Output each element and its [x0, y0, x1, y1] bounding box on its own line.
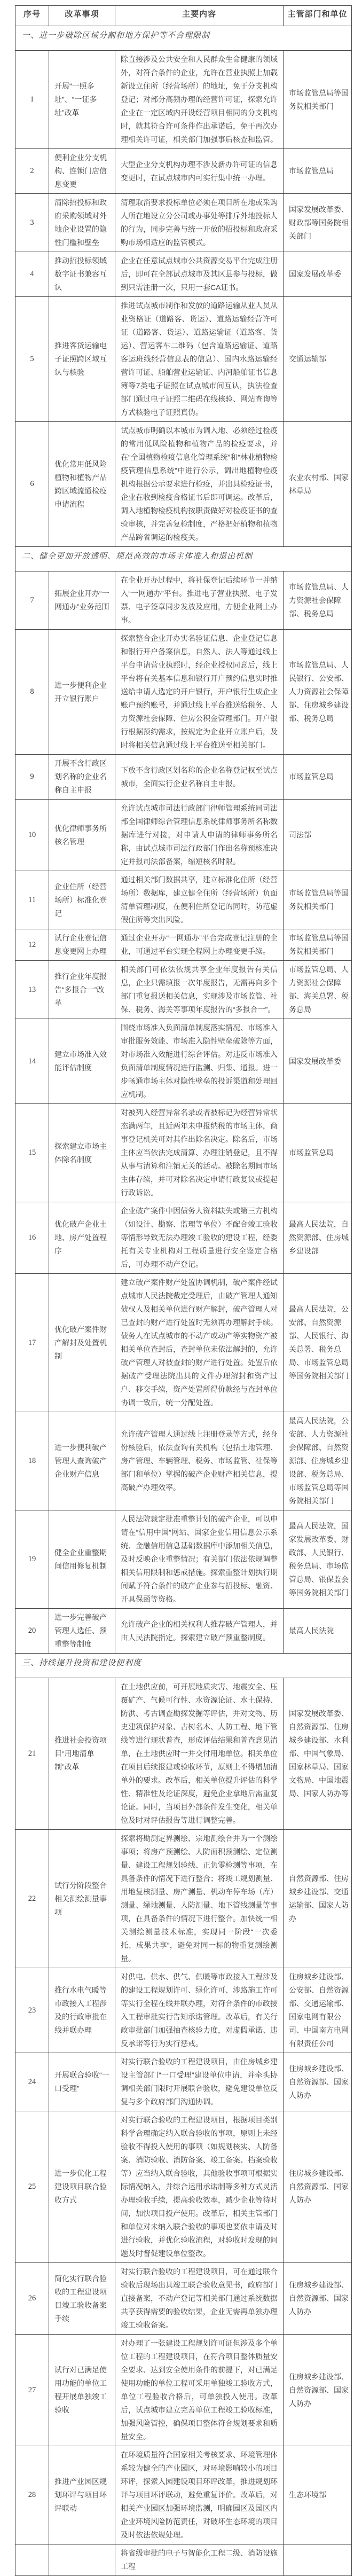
department-cell: 最高人民法院 [284, 1609, 352, 1654]
row-number-cell: 3 [15, 194, 49, 252]
section-title: 一、进一步破除区域分割和地方保护等不合理限制 [15, 26, 352, 51]
table-row [15, 2335, 352, 2446]
row-number-cell: 27 [15, 2335, 49, 2446]
department-cell: 国家发展改革委、财政部等国务院相关部门 [284, 194, 352, 252]
row-number-cell: 8 [15, 630, 49, 755]
main-content-cell: 对实行联合验收的工程建设项目，可在通过联合验收后现场出具竣工联合验收意见书，政府部门直接备案，不动产登记等相关部门通过系统数据共享获得需要的验收结果，企业无需再单独办理竣工验收备案。 [115, 2263, 284, 2335]
department-cell: 住房城乡建设部、公安部、自然资源部、交通运输部、国家电网有限公司、中国南方电网有限责任公司 [284, 1968, 352, 2053]
row-number-cell: 13 [15, 961, 49, 1019]
table-row [15, 1274, 352, 1412]
department-cell: 市场监管总局等国务院相关部门 [284, 51, 352, 149]
row-number-cell: 23 [15, 1968, 49, 2053]
row-number-cell: 12 [15, 929, 49, 961]
main-content-cell: 对办理了一张建设工程规划许可证但涉及多个单位工程的工程建设项目，在符合项目整体质量安全要求、达到安全使用条件的前提下，对已满足使用功能的单位工程可采用单独竣工验收方式，单位工程验收合格后，可单独投入使用。改革后，试点城市建立完善单位工程竣工验收标准，加强风险管控，确保项目整体符合规划要求和质量安全。 [115, 2335, 284, 2446]
main-content-cell: 企业在任意试点城市公共资源交易平台完成注册后，即可在全部试点城市及其区县参与投标，做到只需注册一次，只用一套CA证书。 [115, 252, 284, 297]
table-row [15, 2544, 352, 2576]
table-row [15, 2446, 352, 2544]
row-number-cell: 19 [15, 1510, 49, 1609]
main-content-cell: 人民法院裁定批准重整计划的破产企业，可以申请在“信用中国”网站、国家企业信用信息公示系统、金融信用信息基础数据库中添加相关信息，及时反映企业重整情况；有关部门依法依规调整相关信用限制和惩戒措施。探索重整计划执行期间赋予符合条件的破产企业参与招投标、融资、开具保函等资格。 [115, 1510, 284, 1609]
department-cell: 市场监管总局 [284, 755, 352, 800]
table-row [15, 2053, 352, 2111]
main-content-cell: 相关部门可依法依规共享企业年度报告有关信息，企业只需填报一次年度报告，无需再向多个部门重复报送相关信息，实现涉及市场监管、社保、税务、海关等事项年度报告的“多报合一”。 [115, 961, 284, 1019]
reform-item-cell: 便利企业分支机构、连锁门店信息变更 [49, 149, 115, 194]
main-content-cell: 清理取消要求投标单位必须在项目所在地或采购人所在地设立分公司或办事处等排斥外地投标人的行为，同步完善与统一开放的招投标和政府采购市场相适应的监管模式。 [115, 194, 284, 252]
reform-item-cell: 建立市场准入效能评估制度 [49, 1019, 115, 1104]
row-number-cell: 1 [15, 51, 49, 149]
table-row [15, 1609, 352, 1654]
department-cell: 国家发展改革委、自然资源部、住房城乡建设部、水利部、中国气象局、国家林草局、国家文物局、中国地震局、国家人防办等 [284, 1678, 352, 1830]
main-content-cell: 探索将勘测定界测绘、宗地测绘合并为一个测绘事项；将房产预测绘、人防面积预测绘、定位测量、建设工程规划验线、正负零检测等事项，在具备条件的情况下进行整合；将竣工规划测量、用地复核测量、房产测量、机动车停车场（库）测量、绿地测量、人防测量、地下管线测量等事项，在具备条件的情况下进行整合。加快统一相关测绘测量技术标准，实现同一阶段“一次委托、成果共享”，避免对同一标的物重复测绘测量。 [115, 1830, 284, 1968]
table-row [15, 929, 352, 961]
department-cell: 住房城乡建设部、自然资源部、国家人防办 [284, 2335, 352, 2446]
reform-item-cell: 开展不含行政区划名称的企业名称自主申报 [49, 755, 115, 800]
row-number-cell: 17 [15, 1274, 49, 1412]
table-row [15, 1830, 352, 1968]
table-row [15, 2111, 352, 2263]
section-title: 三、持续提升投资和建设便利度 [15, 1654, 352, 1678]
table-row [15, 800, 352, 871]
department-cell: 市场监管总局等国务院相关部门 [284, 929, 352, 961]
reform-item-cell: 推动招投标领域数字证书兼容互认 [49, 252, 115, 297]
table-row [15, 630, 352, 755]
row-number-cell: 4 [15, 252, 49, 297]
row-number-cell [15, 2544, 49, 2576]
department-cell: 住房城乡建设部、自然资源部、国家人防办 [284, 2111, 352, 2263]
reform-item-cell: 进一步便利企业开立银行账户 [49, 630, 115, 755]
table-row [15, 252, 352, 297]
row-number-cell: 25 [15, 2111, 49, 2263]
row-number-cell: 15 [15, 1104, 49, 1202]
main-content-cell: 企业破产案件中因债务人资料缺失或第三方机构（如设计、勘察、监理等单位）不配合竣工验收等情形导致无法办理竣工验收的建设工程，经委托有关专业机构对工程质量进行安全鉴定合格后，可办理不动产登记。 [115, 1202, 284, 1274]
reform-item-cell: 探索建立市场主体除名制度 [49, 1104, 115, 1202]
table-row [15, 1412, 352, 1510]
section-header-row [15, 1654, 352, 1678]
row-number-cell: 10 [15, 800, 49, 871]
reform-item-cell: 清除招投标和政府采购领域对外地企业设置的隐性门槛和壁垒 [49, 194, 115, 252]
row-number-cell: 16 [15, 1202, 49, 1274]
main-content-cell: 允许破产企业的相关权利人推荐破产管理人，并由人民法院指定。探索建立破产预重整制度。 [115, 1609, 284, 1654]
col-header-main-content: 主要内容 [115, 6, 284, 26]
main-content-cell: 将省级审批的电子与智能化工程二级、消防设施工程 [115, 2544, 284, 2576]
reform-item-cell: 试行企业登记信息变更网上办理 [49, 929, 115, 961]
main-content-cell: 试点城市明确以本城市为调入地、必须经过检疫的常用低风险植物和植物产品的检疫要求，并在“全国植物检疫信息化管理系统”和“林业植物检疫管理信息系统”中进行公示，调出地植物检疫机构根据公示要求进行检疫，并出具检疫证书，企业在收到检疫合格证书后即可调运。改革后，调入地植物检疫机构按职责做好对检疫证书的查验审核，并完善复检制度，严格把好植物和植物产品跨省调运的检疫关。 [115, 422, 284, 547]
table-row [15, 1104, 352, 1202]
row-number-cell: 11 [15, 871, 49, 929]
table-row [15, 961, 352, 1019]
row-number-cell: 18 [15, 1412, 49, 1510]
table-row [15, 194, 352, 252]
main-content-cell: 对供电、供水、供气、供暖等市政接入工程涉及的建设工程规划许可、绿化许可、涉路施工许可等实行全程在线并联办理，对符合条件的市政接入工程审批实行告知承诺管理。改革后，有关行政审批部门加强抽查核验力度，对虚假承诺、违反承诺等行为实行惩戒。 [115, 1968, 284, 2053]
department-cell: 国家发展改革委 [284, 1019, 352, 1104]
department-cell [284, 2544, 352, 2576]
department-cell: 住房城乡建设部、自然资源部、国家人防办 [284, 2053, 352, 2111]
reform-item-cell [49, 2544, 115, 2576]
table-row [15, 871, 352, 929]
main-content-cell: 通过相关部门数据共享，建立标准化住所（经营场所）数据库，建立健全住所（经营场所）负面清单管理制度，在便利住所登记的同时，防范虚假住所等突出风险。 [115, 871, 284, 929]
department-cell: 最高人民法院，国家发展改革委、财政部、人民银行、税务总局、市场监管总局、银保监会等国务院相关部门 [284, 1510, 352, 1609]
department-cell: 交通运输部 [284, 297, 352, 422]
section-header-row [15, 547, 352, 571]
main-content-cell: 探索整合企业开办实名验证信息、企业登记信息和银行开户备案信息，自然人、法人等通过线上平台申请营业执照时，经企业授权同意后，线上平台将有关基本信息和银行开户预约信息实时推送给申请人选定的开户银行，开户银行生成企业账户预约账号，并通过线上平台推送给税务、人力资源社会保障、住房公积金管理部门。开户银行根据预约需求，按规定为企业开立账户后，及时将相关信息通过线上平台推送至相关部门。 [115, 630, 284, 755]
reform-item-cell: 健全企业重整期间信用修复机制 [49, 1510, 115, 1609]
table-row [15, 149, 352, 194]
reform-item-cell: 推进客货运输电子证照跨区域互认与核验 [49, 297, 115, 422]
department-cell: 住房城乡建设部、自然资源部、国家人防办 [284, 2263, 352, 2335]
reform-item-cell: 进一步完善破产管理人选任、预重整等制度 [49, 1609, 115, 1654]
table-row [15, 297, 352, 422]
main-content-cell: 通过企业开办“一网通办”平台完成登记注册的企业，可通过平台实现全程网上办理变更手续。 [115, 929, 284, 961]
row-number-cell: 22 [15, 1830, 49, 1968]
department-cell: 自然资源部、住房城乡建设部、交通运输部、国家人防办 [284, 1830, 352, 1968]
table-body [15, 26, 352, 2576]
row-number-cell: 28 [15, 2446, 49, 2544]
table-row [15, 571, 352, 630]
department-cell: 司法部 [284, 800, 352, 871]
department-cell: 最高人民法院，公安部、自然资源部、人民银行、海关总署、税务总局、市场监管总局等国务院相关部门 [284, 1274, 352, 1412]
reform-item-cell: 优化律师事务所核名管理 [49, 800, 115, 871]
col-header-reform-item: 改革事项 [49, 6, 115, 26]
table-header-row [15, 6, 352, 26]
reform-item-cell: 试行对已满足使用功能的单位工程开展单独竣工验收 [49, 2335, 115, 2446]
reform-item-cell: 拓展企业开办“一网通办”业务范围 [49, 571, 115, 630]
reform-item-cell: 进一步便利破产管理人查询破产企业财产信息 [49, 1412, 115, 1510]
row-number-cell: 6 [15, 422, 49, 547]
row-number-cell: 21 [15, 1678, 49, 1830]
col-header-no: 序号 [15, 6, 49, 26]
department-cell: 市场监管总局、人民银行、公安部、人力资源社会保障部、住房城乡建设部、税务总局 [284, 630, 352, 755]
main-content-cell: 大型企业分支机构办理不涉及新办许可证的信息变更时，在试点城市内可实行集中统一办理。 [115, 149, 284, 194]
table-row [15, 1510, 352, 1609]
department-cell: 市场监管总局、人力资源社会保障部、税务总局 [284, 571, 352, 630]
row-number-cell: 24 [15, 2053, 49, 2111]
row-number-cell: 2 [15, 149, 49, 194]
table-row [15, 422, 352, 547]
department-cell: 生态环境部 [284, 2446, 352, 2544]
reform-item-cell: 推进产业园区规划环评与项目环评联动 [49, 2446, 115, 2544]
reform-item-cell: 简化实行联合验收的工程建设项目竣工验收备案手续 [49, 2263, 115, 2335]
row-number-cell: 7 [15, 571, 49, 630]
reform-item-cell: 推进社会投资项目“用地清单制”改革 [49, 1678, 115, 1830]
table-row [15, 1019, 352, 1104]
reform-items-table [15, 5, 352, 2576]
row-number-cell: 14 [15, 1019, 49, 1104]
table-row [15, 755, 352, 800]
department-cell: 农业农村部、国家林草局 [284, 422, 352, 547]
table-row [15, 1968, 352, 2053]
reform-item-cell: 开展联合验收“一口受理” [49, 2053, 115, 2111]
main-content-cell: 在环境质量符合国家相关考核要求、环境管理体系较为健全的产业园区，对环境影响较小的项目环评，探索入园建设项目环评改革，推进规划环评与项目环评联动，避免重复评价。改革后，对相关产业园区加强环境监测，明确园区及园区内企业环境风险防范责任，对破坏生态环境的项目及时依法依规处理。 [115, 2446, 284, 2544]
reform-item-cell: 优化常用低风险植物和植物产品跨区域流通检疫申请流程 [49, 422, 115, 547]
table-row [15, 1202, 352, 1274]
reform-item-cell: 企业住所（经营场所）标准化登记 [49, 871, 115, 929]
department-cell: 市场监管总局 [284, 149, 352, 194]
main-content-cell: 围绕市场准入负面清单制度落实情况、市场准入审批服务效能、市场准入隐性壁垒破除等方面，对市场准入效能进行综合评估。对违反市场准入负面清单制度情况进行监测、归集、通报。进一步畅通市场主体对隐性壁垒的投诉渠道和处理回应机制。 [115, 1019, 284, 1104]
main-content-cell: 下放不含行政区划名称的企业名称登记权至试点城市，全面实行企业名称自主申报。 [115, 755, 284, 800]
row-number-cell: 5 [15, 297, 49, 422]
table-row [15, 51, 352, 149]
reform-item-cell: 优化破产案件财产解封及处置机制 [49, 1274, 115, 1412]
reform-item-cell: 推行水电气暖等市政接入工程涉及的行政审批在线并联办理 [49, 1968, 115, 2053]
section-title: 二、健全更加开放透明、规范高效的市场主体准入和退出机制 [15, 547, 352, 571]
col-header-department: 主管部门和单位 [284, 6, 352, 26]
department-cell: 国家发展改革委 [284, 252, 352, 297]
main-content-cell: 允许破产管理人通过线上注册登录等方式，经身份核验后，依法查询有关机构（包括土地管理、房产管理、车辆管理、税务、市场监管、社保等部门和单位）掌握的破产企业财产相关信息，提高破产办理效率。 [115, 1412, 284, 1510]
table-row [15, 1678, 352, 1830]
section-header-row [15, 26, 352, 51]
main-content-cell: 在土地供应前，可开展地质灾害、地震安全、压覆矿产、气候可行性、水资源论证、水土保持、防洪、考古调查勘探发掘等评估，并对文物、历史建筑保护对象、古树名木、人防工程、地下管线等进行现状普查，形成评估结果和普查意见清单，在土地供应时一并交付用地单位。相关单位在项目后续报建或验收环节，原则上不得增加清单外的要求。改革后，相关单位提升评估的科学性、精准性及论证深度，避免企业拿地后需重复论证。同时，当项目外部条件发生变化，相关单位及时对评估报告等进行调整完善。 [115, 1678, 284, 1830]
department-cell: 市场监管总局 [284, 1104, 352, 1202]
department-cell: 市场监管总局等国务院相关部门 [284, 871, 352, 929]
main-content-cell: 对被列入经营异常名录或者被标记为经营异常状态满两年，且近两年未申报纳税的市场主体，商事登记机关可对其作出除名决定。除名后，市场主体应当依法完成清算、办理注销登记，且不得从事与清算和注销无关的活动。被除名期间市场主体存续，并可对除名决定申请行政复议或提起行政诉讼。 [115, 1104, 284, 1202]
reform-item-cell: 试行分阶段整合相关测绘测量事项 [49, 1830, 115, 1968]
main-content-cell: 除直接涉及公共安全和人民群众生命健康的领域外，对符合条件的企业，允许在营业执照上加载新设立住所（经营场所）的地址，免于分支机构登记；对部分高频办理的经营许可证，探索允许企业在一定区域内开设经营项目相同的分支机构时，就其符合许可条件作出承诺后，免于再次办理相关许可证，相关部门加强事后核查和监管。 [115, 51, 284, 149]
department-cell: 市场监管总局、人力资源社会保障部、海关总署、税务总局 [284, 961, 352, 1019]
department-cell: 最高人民法院，自然资源部、住房城乡建设部 [284, 1202, 352, 1274]
reform-item-cell: 推行企业年度报告“多报合一”改革 [49, 961, 115, 1019]
row-number-cell: 26 [15, 2263, 49, 2335]
department-cell: 最高人民法院，公安部、人力资源社会保障部、自然资源部、住房城乡建设部、税务总局、市场监管总局等国务院相关部门 [284, 1412, 352, 1510]
reform-item-cell: 优化破产企业土地、房产处置程序 [49, 1202, 115, 1274]
row-number-cell: 20 [15, 1609, 49, 1654]
table-row [15, 2263, 352, 2335]
main-content-cell: 推进试点城市制作和发放的道路运输从业人员从业资格证（道路客、货运）、道路运输经营许可证（道路客、货运）、道路运输证（道路客、货运）、营运客车二维码（包含道路运输证、道路客运班线经营信息表的信息）、国内水路运输经营许可证、船舶营业运输证、内河船舶证书信息簿等7类电子证照在试点城市间互认，执法检查部门通过电子证照二维码在线核验、网站查询等方式核验电子证照真伪。 [115, 297, 284, 422]
reform-item-cell: 开展“一照多址”、“一证多址”改革 [49, 51, 115, 149]
reform-item-cell: 进一步优化工程建设项目联合验收方式 [49, 2111, 115, 2263]
main-content-cell: 对实行联合验收的工程建设项目，由住房城乡建设主管部门“一口受理”建设单位申请，并牵头协调相关部门限时开展联合验收，避免建设单位反复与多个政府部门沟通协调。 [115, 2053, 284, 2111]
main-content-cell: 在企业开办过程中，将社保登记后续环节一并纳入“一网通办”平台。推进电子营业执照、电子发票、电子签章同步发放及应用，方便企业网上办事。 [115, 571, 284, 630]
row-number-cell: 9 [15, 755, 49, 800]
main-content-cell: 允许试点城市司法行政部门律师管理系统同司法部全国律师综合管理信息系统律师事务所名称数据库进行对接，对申请人申请的律师事务所名称，由试点城市司法行政部门作出名称预核准决定并报司法部备案，缩短核名时限。 [115, 800, 284, 871]
main-content-cell: 建立破产案件财产处置协调机制，破产案件经试点城市人民法院裁定受理后，由破产管理人通知债权人及相关单位进行财产解封，破产管理人对已查封的财产进行处置时无须再办理解封手续。债务人在试点城市的不动产或动产等实物资产被相关单位查封后，查封单位未依法解封的，允许破产管理人对被查封的财产进行处置。处置后依据破产受理法院出具的文件办理解封和资产过户、移交手续，资产处置所得价款经与查封单位协调一致后，统一分配处置。 [115, 1274, 284, 1412]
main-content-cell: 对实行联合验收的工程建设项目，根据项目类别科学合理确定纳入联合验收的事项，原则上未经验收不得投入使用的事项（如规划核实、人防备案、消防验收、消防备案、竣工备案、档案验收等）应当纳入联合验收，其他验收事项可根据实际情况纳入，并综合运用承诺制等多种方式灵活办理验收手续，提高验收效率，减少企业等待时间，加快项目投产使用。改革后，相关主管部门和单位对未纳入联合验收的事项也要依申请及时进行验收，并优化验收流程，对验收时发现的问题及时督促建设单位整改。 [115, 2111, 284, 2263]
